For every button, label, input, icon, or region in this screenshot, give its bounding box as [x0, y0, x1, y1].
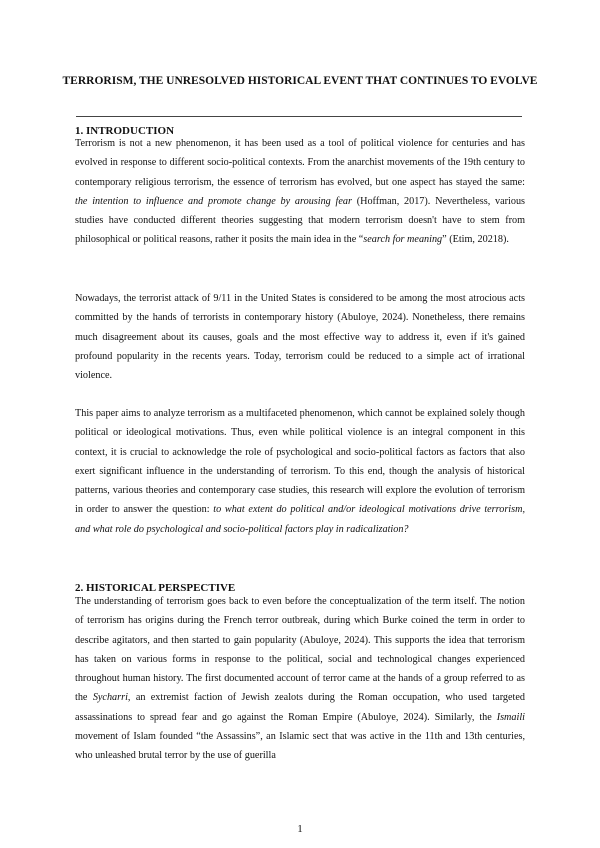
paragraph-text: The understanding of terrorism goes back to even before the conceptualization of the term itself. The notion of terrorism has origins during the French terror outbreak, during which Burke coined the term in order to describe agitators, and then started to gain popularity (Abuloye, 2024). This supports the idea that terrorism has taken on various forms in response to the political, social and technological changes experienced throughout human history. The first documented account of terror came at the hands of a group referred to as the — [75, 596, 525, 704]
paragraph-intro-3 — [75, 404, 525, 539]
title-divider — [76, 116, 522, 117]
paragraph-text: , an extremist faction of Jewish zealots during the Roman occupation, who used targeted assassinations to spread fear and go against the Roman Empire (Abuloye, 2024). Similarly, the — [75, 692, 525, 723]
page-number: 1 — [297, 823, 303, 835]
italic-term: Ismaili — [496, 711, 525, 723]
italic-term: search for meaning — [363, 234, 443, 246]
section-heading-introduction: 1. INTRODUCTION — [75, 125, 175, 137]
paragraph-history-1 — [75, 592, 525, 766]
paragraph-intro-2: Nowadays, the terrorist attack of 9/11 in the United States is considered to be among the most atrocious acts committed by the hands of terrorists in contemporary history (Abuloye, 2024). Nonetheless, there remains much disagreement about its causes, goals and the most effective way to address it, even if it's gained profound popularity in the recents years. Today, terrorism could be reduced to a simple act of irrational violence. — [75, 293, 525, 382]
research-question: to what extent do political and/or ideological motivations drive terrorism, and what role do psychological and socio-political factors play in radicalization? — [75, 504, 525, 535]
paragraph-text: Terrorism is not a new phenomenon, it has been used as a tool of political violence for centuries and has evolved in response to different socio-political contexts. From the anarchist movements of the 19th century to contemporary religious terrorism, the essence of terrorism has evolved, but one aspect has stayed the same: — [75, 138, 525, 188]
paragraph-text: movement of Islam founded “the Assassins”, an Islamic sect that was active in the 11th and 13th centuries, who unleashed brutal terror by the use of guerilla — [75, 731, 525, 762]
italic-term: Sycharri — [92, 692, 128, 704]
paragraph-intro-1 — [75, 134, 525, 250]
italic-quote: the intention to influence and promote change by arousing fear — [75, 195, 352, 207]
page-title: TERRORISM, THE UNRESOLVED HISTORICAL EVENT THAT CONTINUES TO EVOLVE — [62, 75, 538, 87]
paragraph-text: This paper aims to analyze terrorism as a multifaceted phenomenon, which cannot be explained solely though political or ideological motivations. Thus, even while political violence is an integral component in this context, it is crucial to acknowledge the role of psychological and socio-political factors as factors that also exert significant influence in the understanding of terrorism. To this end, though the analysis of historical patterns, various theories and contemporary case studies, this research will explore the evolution of terrorism in order to answer the question: — [75, 408, 525, 516]
paragraph-text: (Hoffman, 2017). Nevertheless, various studies have conducted different theories suggesting that modern terrorism doesn't have to stem from philosophical or political reasons, rather it posits the main idea in the “ — [75, 195, 526, 246]
paragraph-text: ” (Etim, 20218). — [442, 234, 509, 246]
section-heading-historical-perspective: 2. HISTORICAL PERSPECTIVE — [75, 582, 236, 594]
